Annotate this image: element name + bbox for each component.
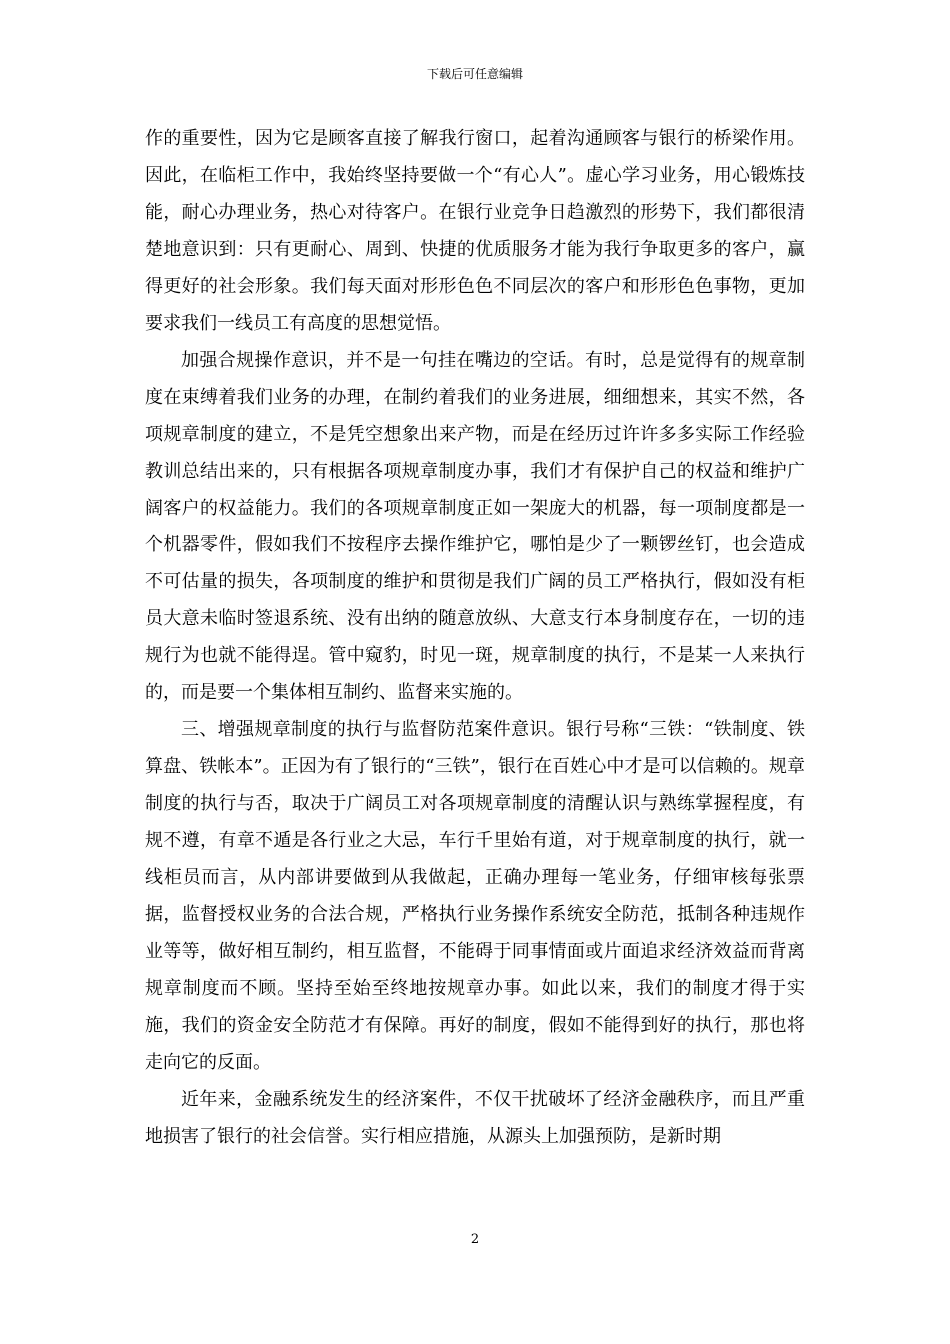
page-header: 下载后可任意编辑 bbox=[426, 67, 523, 81]
paragraph-3: 三、增强规章制度的执行与监督防范案件意识。银行号称“三铁：“铁制度、铁算盘、铁帐本”。正因为有了银行的“三铁”，银行在百姓心中才是可以信赖的。规章制度的执行与否，取决于广阔员工对各项规章制度的清醒认识与熟练掌握程度，有规不遵，有章不遁是各行业之大忌，车行千里始有道，对于规章制度的执行，就一线柜员而言，从内部讲要做到从我做起，正确办理每一笔业务，仔细审核每张票据，监督授权业务的合法合规，严格执行业务操作系统安全防范，抵制各种违规作业等等，做好相互制约，相互监督，不能碍于同事情面或片面追求经济效益而背离规章制度而不顾。坚持至始至终地按规章办事。如此以来，我们的制度才得于实施，我们的资金安全防范才有保障。再好的制度，假如不能得到好的执行，那也将走向它的反面。 bbox=[145, 719, 805, 1073]
paragraph-2: 加强合规操作意识，并不是一句挂在嘴边的空话。有时，总是觉得有的规章制度在束缚着我们业务的办理，在制约着我们的业务进展，细细想来，其实不然，各项规章制度的建立，不是凭空想象出来产物，而是在经历过许许多多实际工作经验教训总结出来的，只有根据各项规章制度办事，我们才有保护自己的权益和维护广阔客户的权益能力。我们的各项规章制度正如一架庞大的机器，每一项制度都是一个机器零件，假如我们不按程序去操作维护它，哪怕是少了一颗锣丝钉，也会造成不可估量的损失，各项制度的维护和贯彻是我们广阔的员工严格执行，假如没有柜员大意未临时签退系统、没有出纳的随意放纵、大意支行本身制度存在，一切的违规行为也就不能得逞。管中窥豹，时见一斑，规章制度的执行，不是某一人来执行的，而是要一个集体相互制约、监督来实施的。 bbox=[145, 349, 805, 704]
paragraph-4: 近年来，金融系统发生的经济案件，不仅干扰破坏了经济金融秩序，而且严重地损害了银行的社会信誉。实行相应措施，从源头上加强预防，是新时期 bbox=[145, 1088, 805, 1147]
document-body bbox=[145, 121, 805, 1156]
paragraph-1: 作的重要性，因为它是顾客直接了解我行窗口，起着沟通顾客与银行的桥梁作用。因此，在临柜工作中，我始终坚持要做一个“有心人”。虚心学习业务，用心锻炼技能，耐心办理业务，热心对待客户。在银行业竞争日趋激烈的形势下，我们都很清楚地意识到：只有更耐心、周到、快捷的优质服务才能为我行争取更多的客户，赢得更好的社会形象。我们每天面对形形色色不同层次的客户和形形色色事物，更加要求我们一线员工有高度的思想觉悟。 bbox=[145, 128, 805, 334]
page-number: 2 bbox=[470, 1232, 480, 1247]
